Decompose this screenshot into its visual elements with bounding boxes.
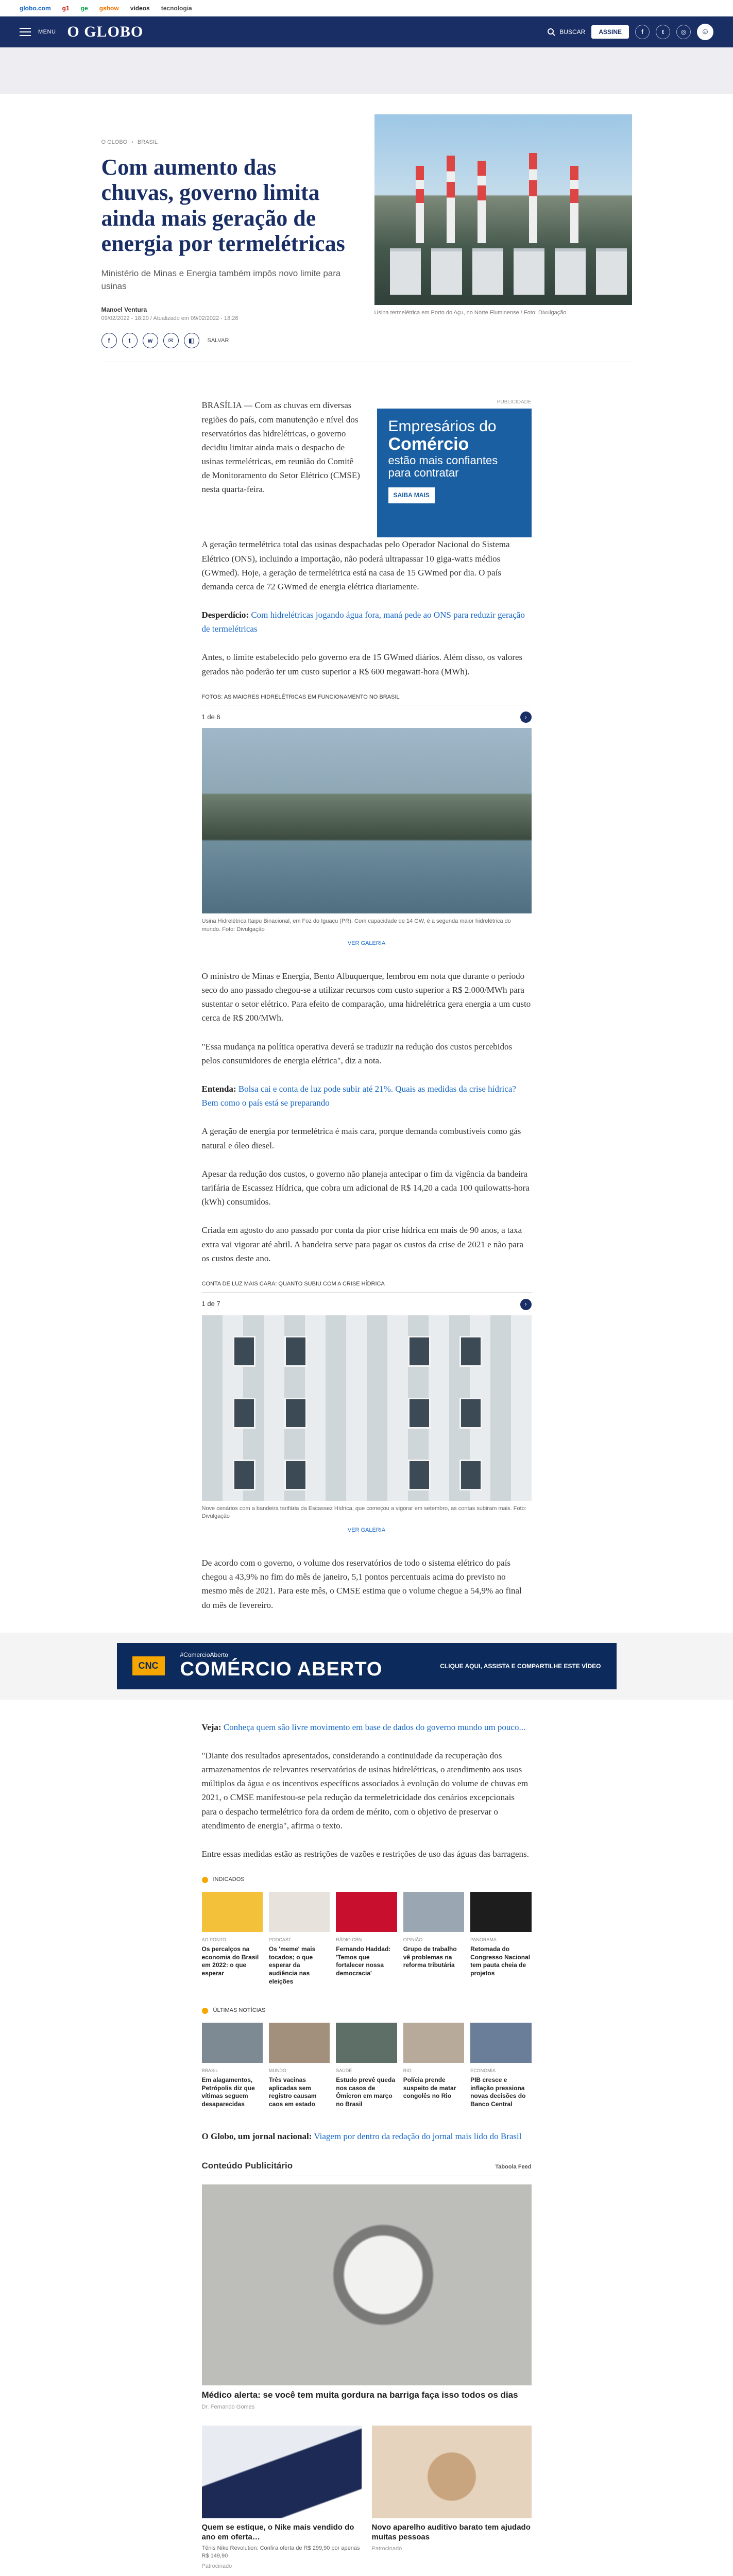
facebook-icon[interactable]: f <box>635 25 650 39</box>
article-paragraph <box>202 1082 532 1110</box>
related-card[interactable] <box>470 1892 531 1986</box>
intro-with-ad <box>202 398 532 537</box>
article-paragraph <box>202 1720 532 1734</box>
videos-link[interactable]: vídeos <box>130 4 150 12</box>
next-arrow-icon[interactable]: › <box>520 711 532 723</box>
site-logo[interactable]: O GLOBO <box>67 23 144 40</box>
gallery-title: FOTOS: AS MAIORES HIDRELÉTRICAS EM FUNCIONAMENTO NO BRASIL <box>202 693 532 706</box>
latest-section-label <box>202 2006 532 2015</box>
related-cards <box>202 1892 532 1986</box>
sponsored-source: Dr. Fernando Gomes <box>201 2404 255 2410</box>
g1-link[interactable]: g1 <box>62 4 70 12</box>
promo-ad[interactable] <box>377 409 532 537</box>
facebook-share-icon[interactable]: f <box>101 333 117 348</box>
next-arrow-icon[interactable]: › <box>520 1299 532 1310</box>
article-paragraph: Entre essas medidas estão as restrições de vazões e restrições de uso das águas das barragens. <box>201 1849 529 1859</box>
gallery-count: 1 de 6 <box>201 713 220 721</box>
gallery-image[interactable] <box>202 728 532 913</box>
sponsored-image <box>202 2184 532 2385</box>
search-icon <box>547 28 555 36</box>
related-card[interactable] <box>403 1892 464 1986</box>
card-title: Três vacinas aplicadas sem registro causam caos em estado <box>268 2076 317 2108</box>
twitter-share-icon[interactable]: t <box>122 333 138 348</box>
promo-ad-cta[interactable]: SAIBA MAIS <box>388 487 435 503</box>
related-card[interactable] <box>202 1892 263 1986</box>
card-title: Os 'meme' mais tocados; o que esperar da audiência nas eleições <box>268 1945 316 1985</box>
hero-image[interactable] <box>374 114 632 305</box>
hero-text <box>101 114 347 321</box>
section-dot-icon <box>202 2008 208 2014</box>
article-paragraph: A geração termelétrica total das usinas despachadas pelo Operador Nacional do Sistema Elétrico (ONS), incluindo a importação, não poderá ultrapassar 10 giga-watts médios (GWmed). Hoje, a geração de termelétrica está na casa de 15 GWmed por dia. O país demanda cerca de 72 GWmed de energia elétrica diariamente. <box>201 539 510 591</box>
card-kicker: BRASIL <box>201 2067 218 2073</box>
photo-gallery <box>202 693 532 948</box>
share-bar <box>101 333 632 348</box>
wide-ad-cta[interactable]: CLIQUE AQUI, ASSISTA E COMPARTILHE ESTE VÍDEO <box>440 1662 601 1670</box>
promo-ad-line3: estão mais confiantes para contratar <box>388 453 498 479</box>
related-card[interactable] <box>269 1892 330 1986</box>
card-image <box>403 1892 464 1932</box>
card-title: Polícia prende suspeito de matar congolês no Rio <box>403 2076 456 2100</box>
section-label-text: INDICADOS <box>213 1876 245 1883</box>
header-actions <box>547 24 713 40</box>
bookmark-icon[interactable]: ◧ <box>184 333 199 348</box>
photo-gallery <box>202 1280 532 1535</box>
sponsored-title: Conteúdo Publicitário <box>201 2160 293 2171</box>
wide-ad-hashtag: #ComercioAberto <box>180 1651 228 1659</box>
gallery-counter <box>202 711 532 723</box>
card-image <box>470 2023 531 2063</box>
article-paragraph: "Essa mudança na política operativa deverá se traduzir na redução dos custos percebidos pelos consumidores de energia elétrica", diz a nota. <box>201 1041 513 1065</box>
save-label[interactable]: SALVAR <box>207 337 229 344</box>
sponsored-source: Patrocinado <box>201 2563 232 2570</box>
sponsored-headline: Quem se estique, o Nike mais vendido do ano em oferta… <box>201 2522 354 2542</box>
paragraph-lead: Desperdício: <box>201 610 249 620</box>
wide-ad-text <box>180 1651 383 1681</box>
card-kicker: MUNDO <box>268 2067 286 2073</box>
article-paragraph: A geração de energia por termelétrica é mais cara, porque demanda combustíveis como gás natural e óleo diesel. <box>201 1126 521 1150</box>
twitter-icon[interactable]: t <box>656 25 670 39</box>
latest-card[interactable] <box>403 2023 464 2109</box>
tecnologia-link[interactable]: tecnologia <box>161 4 192 12</box>
card-kicker: OPINIÃO <box>403 1937 423 1942</box>
card-title: Fernando Haddad: 'Temos que fortalecer nossa democracia' <box>336 1945 391 1977</box>
wide-ad-headline: COMÉRCIO ABERTO <box>180 1658 383 1681</box>
sponsored-header <box>202 2159 532 2176</box>
section-label-text: ÚLTIMAS NOTÍCIAS <box>213 2007 266 2014</box>
related-link[interactable]: Conheça quem são livre movimento em base de dados do governo mundo um pouco... <box>223 1722 526 1732</box>
gallery-caption: Nove cenários com a bandeira tarifária da Escassez Hídrica, que começou a vigorar em setembro, as contas subiram mais. Foto: Divulgação <box>201 1505 526 1520</box>
latest-card[interactable] <box>470 2023 531 2109</box>
card-kicker: RIO <box>403 2067 412 2073</box>
card-image <box>403 2023 464 2063</box>
wide-ad-band <box>0 1633 733 1700</box>
ge-link[interactable]: ge <box>80 4 88 12</box>
card-title: Estudo prevê queda nos casos de Ômicron em março no Brasil <box>336 2076 395 2108</box>
globo-network-strip <box>0 0 733 16</box>
latest-card[interactable] <box>202 2023 263 2109</box>
ad-label: PUBLICIDADE <box>497 399 532 405</box>
card-image <box>336 2023 397 2063</box>
paragraph-lead: Entenda: <box>201 1084 236 1094</box>
card-image <box>202 1892 263 1932</box>
gshow-link[interactable]: gshow <box>99 4 119 12</box>
sponsored-headline: Novo aparelho auditivo barato tem ajudado muitas pessoas <box>371 2522 531 2542</box>
sponsored-image <box>372 2426 532 2518</box>
gallery-count: 1 de 7 <box>201 1300 220 1308</box>
card-image <box>470 1892 531 1932</box>
hamburger-menu-icon[interactable] <box>20 28 31 36</box>
section-dot-icon <box>202 1877 208 1883</box>
article-author[interactable]: Manoel Ventura <box>101 306 147 314</box>
breadcrumb-item[interactable]: O GLOBO <box>101 139 128 145</box>
sponsored-item[interactable] <box>202 2426 362 2571</box>
promo-ad-container <box>377 398 532 537</box>
related-link[interactable]: Viagem por dentro da redação do jornal mais lido do Brasil <box>314 2131 522 2141</box>
card-kicker: PODCAST <box>268 1937 292 1942</box>
menu-label[interactable]: MENU <box>38 29 56 35</box>
sponsored-row <box>202 2426 532 2571</box>
card-image <box>269 1892 330 1932</box>
gallery-counter <box>202 1299 532 1310</box>
site-header <box>0 16 733 47</box>
promo-ad-line1: Empresários do <box>388 418 497 435</box>
user-account-icon[interactable]: ☺ <box>697 24 713 40</box>
latest-card[interactable] <box>269 2023 330 2109</box>
taboola-label[interactable]: Taboola Feed <box>495 2163 532 2170</box>
article-paragraph: "Diante dos resultados apresentados, considerando a continuidade da recuperação dos armazenamentos de relevantes reservatórios de usinas hidrelétricas, o atendimento aos usos múltiplos da água e os incentivos específicos associados à evolução do volume de chuvas em 2021, o CMSE manifestou-se pela redução da termeletricidade dos cenários excepcionais para o despacho termelétrico fora da ordem de mérito, com o objetivo de preservar o atendimento de energia", afirma o texto. <box>201 1750 529 1831</box>
gallery-title: CONTA DE LUZ MAIS CARA: QUANTO SUBIU COM A CRISE HÍDRICA <box>202 1280 532 1293</box>
sponsored-item[interactable] <box>372 2426 532 2571</box>
card-title: Grupo de trabalho vê problemas na reforma tributária <box>403 1945 457 1969</box>
breadcrumb-separator: › <box>131 139 133 145</box>
sponsored-item[interactable] <box>202 2184 532 2412</box>
card-title: PIB cresce e inflação pressiona novas decisões do Banco Central <box>470 2076 526 2108</box>
latest-card[interactable] <box>336 2023 397 2109</box>
related-link[interactable]: Com hidrelétricas jogando água fora, maná pede ao ONS para reduzir geração de termelétricas <box>201 610 525 634</box>
top-ad-slot <box>0 47 733 94</box>
paragraph-lead: Veja: <box>201 1722 221 1732</box>
sponsored-image <box>202 2426 362 2518</box>
article-paragraph <box>202 2129 532 2143</box>
card-image <box>336 1892 397 1932</box>
view-gallery-link[interactable]: VER GALERIA <box>347 1527 386 1534</box>
wide-ad-brand: CNC <box>132 1656 165 1675</box>
assine-button[interactable]: ASSINE <box>591 25 629 39</box>
breadcrumb-item[interactable]: BRASIL <box>137 139 158 145</box>
globocom-link[interactable]: globo.com <box>20 4 51 12</box>
article-paragraph: BRASÍLIA — Com as chuvas em diversas regiões do país, com manutenção e nível dos reservatórios das hidrelétricas, o governo decidiu limitar ainda mais o despacho de usinas termelétricas, em reunião do Comitê de Monitoramento do Setor Elétrico (CMSE) nesta quarta-feira. <box>201 400 360 495</box>
related-link[interactable]: Bolsa cai e conta de luz pode subir até 21%. Quais as medidas da crise hídrica? Bem como o país está se preparando <box>201 1084 516 1108</box>
article-date: 09/02/2022 - 18:20 / Atualizado em 09/02/2022 - 18:26 <box>101 315 238 322</box>
search-label: BUSCAR <box>559 28 586 36</box>
article-paragraph: De acordo com o governo, o volume dos reservatórios de todo o sistema elétrico do país chegou a 43,9% no fim do mês de janeiro, 5,1 pontos percentuais acima do previsto no mesmo mês de 2021. Para este mês, o CMSE estima que o volume chegue a 54,9% ao final do mês de fevereiro. <box>201 1557 522 1610</box>
gallery-caption: Usina Hidrelétrica Itaipu Binacional, em Foz do Iguaçu (PR). Com capacidade de 14 GW, é a segunda maior hidrelétrica do mundo. Foto: Divulgação <box>201 918 511 933</box>
wide-ad[interactable] <box>117 1643 617 1689</box>
article-hero <box>101 114 632 321</box>
sponsored-description: Tênis Nike Revolution: Confira oferta de R$ 299,90 por apenas R$ 149,90 <box>201 2545 360 2559</box>
card-title: Retomada do Congresso Nacional tem pauta cheia de projetos <box>470 1945 531 1977</box>
card-image <box>202 2023 263 2063</box>
sponsored-headline: Médico alerta: se você tem muita gordura na barriga faça isso todos os dias <box>201 2389 518 2400</box>
view-gallery-link[interactable]: VER GALERIA <box>347 940 386 947</box>
card-kicker: ECONOMIA <box>470 2067 496 2073</box>
paragraph-lead: O Globo, um jornal nacional: <box>201 2131 312 2141</box>
gallery-image[interactable] <box>202 1315 532 1501</box>
article-paragraph <box>202 608 532 636</box>
latest-cards <box>202 2023 532 2109</box>
related-section-label <box>202 1875 532 1885</box>
article-headline: Com aumento das chuvas, governo limita ainda mais geração de energia por termelétricas <box>101 155 345 256</box>
card-title: Os percalços na economia do Brasil em 2022: o que esperar <box>201 1945 259 1977</box>
whatsapp-share-icon[interactable]: w <box>143 333 158 348</box>
sponsored-source: Patrocinado <box>371 2545 402 2552</box>
card-image <box>269 2023 330 2063</box>
hero-figure <box>374 114 632 321</box>
card-kicker: RÁDIO CBN <box>336 1937 362 1942</box>
promo-ad-line2: Comércio <box>388 434 469 454</box>
related-card[interactable] <box>336 1892 397 1986</box>
article-paragraph: O ministro de Minas e Energia, Bento Albuquerque, lembrou em nota que durante o período seco do ano passado chegou-se a utilizar recursos com custo superior a R$ 2.000/MWh para sustentar o setor elétrico. Para efeito de comparação, uma hidrelétrica gera energia a um custo cerca de R$ 200/MWh. <box>201 971 531 1023</box>
article-paragraph: Apesar da redução dos custos, o governo não planeja antecipar o fim da vigência da bandeira tarifária de Escassez Hídrica, que cobra um adicional de R$ 14,20 a cada 100 quilowatts-hora (kWh) consumidos. <box>201 1168 530 1207</box>
hero-caption: Usina termelétrica em Porto do Açu, no Norte Fluminense / Foto: Divulgação <box>374 310 567 316</box>
instagram-icon[interactable]: ◎ <box>676 25 691 39</box>
email-share-icon[interactable]: ✉ <box>163 333 179 348</box>
card-kicker: SAÚDE <box>336 2067 352 2073</box>
breadcrumb <box>101 139 347 145</box>
article-body <box>202 398 532 1612</box>
search-button[interactable] <box>547 28 585 36</box>
article-body-continued <box>202 1720 532 2576</box>
article-paragraph: Criada em agosto do ano passado por conta da pior crise hídrica em mais de 90 anos, a taxa extra vai vigorar até abril. A bandeira serve para pagar os custos da crise de 2021 e não para os custos deste ano. <box>201 1225 523 1263</box>
card-kicker: AO PONTO <box>201 1937 226 1942</box>
card-kicker: PANORAMA <box>470 1937 497 1942</box>
article-paragraph: Antes, o limite estabelecido pelo governo era de 15 GWmed diários. Além disso, os valores gerados não poderão ter um custo superior a R$ 600 megawatt-hora (MWh). <box>201 652 523 676</box>
article-subhead: Ministério de Minas e Energia também impôs novo limite para usinas <box>101 268 341 291</box>
card-title: Em alagamentos, Petrópolis diz que vítimas seguem desaparecidas <box>201 2076 255 2108</box>
